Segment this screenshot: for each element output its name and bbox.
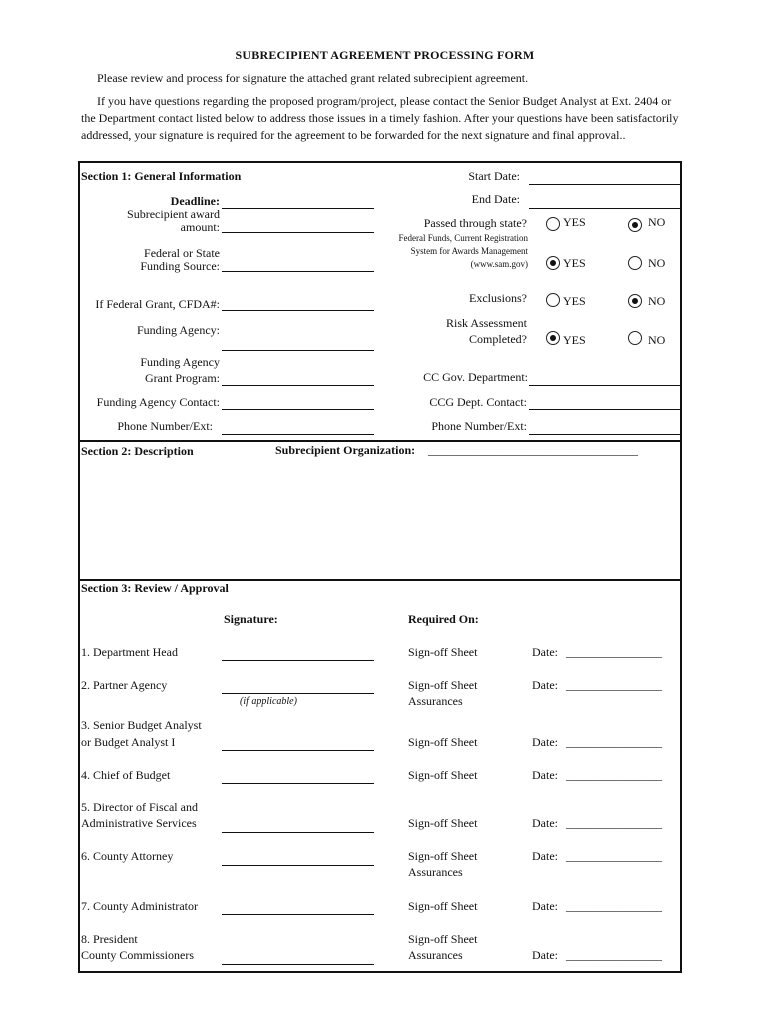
funding-agency-field[interactable] [222, 350, 374, 351]
approver-name: 4. Chief of Budget [81, 768, 171, 782]
risk-label-2: Completed? [469, 332, 527, 346]
phone-label: Phone Number/Ext: [117, 419, 213, 433]
sam-yes-radio[interactable] [546, 256, 560, 270]
section1-heading: Section 1: General Information [81, 169, 242, 183]
date-label: Date: [532, 645, 558, 659]
required-on-text: Sign-off Sheet [408, 899, 478, 913]
date-field[interactable]: ________________ [566, 849, 662, 863]
start-date-label: Start Date: [468, 169, 520, 183]
signature-line[interactable] [222, 964, 374, 965]
required-on-text: Sign-off Sheet [408, 645, 478, 659]
ccg-phone-label: Phone Number/Ext: [431, 419, 527, 433]
approver-name: 8. President [81, 932, 138, 946]
signature-line[interactable] [222, 693, 374, 694]
date-label: Date: [532, 849, 558, 863]
if-applicable-note: (if applicable) [240, 696, 297, 707]
subrecipient-org-field[interactable]: ___________________________________ [428, 443, 638, 457]
required-on-text: Sign-off Sheet [408, 735, 478, 749]
phone-field[interactable] [222, 434, 374, 435]
approver-name: 2. Partner Agency [81, 678, 168, 692]
intro-paragraph: If you have questions regarding the proposed program/project, please contact the Senior Budget Analyst at Ext. 2404 or the Department contact listed below to address those issues in a timely fashion. After your questions have been satisfactorily addressed, your signature is required for the agreement to be forwarded for the next signature and final approval.. [81, 94, 679, 142]
sam-label-2: System for Awards Management [410, 246, 528, 256]
date-field[interactable]: ________________ [566, 678, 662, 692]
grant-program-label-1: Funding Agency [140, 355, 220, 369]
passed-state-no-radio[interactable] [628, 218, 642, 232]
date-label: Date: [532, 816, 558, 830]
signature-line[interactable] [222, 865, 374, 866]
signature-line[interactable] [222, 750, 374, 751]
risk-label-1: Risk Assessment [445, 316, 527, 330]
cfda-field[interactable] [222, 310, 374, 311]
description-area[interactable] [80, 464, 680, 576]
ccg-contact-field[interactable] [529, 409, 681, 410]
date-field[interactable]: ________________ [566, 768, 662, 782]
section2-heading: Section 2: Description [81, 444, 194, 458]
award-label-2: amount: [180, 220, 220, 234]
date-label: Date: [532, 899, 558, 913]
no-label: NO [648, 215, 666, 229]
yes-label: YES [563, 333, 586, 347]
date-field[interactable]: ________________ [566, 645, 662, 659]
approver-name: 5. Director of Fiscal and [81, 800, 198, 814]
yes-label: YES [563, 294, 586, 308]
sam-label-3: (www.sam.gov) [470, 259, 528, 269]
yes-label: YES [563, 215, 586, 229]
date-field[interactable]: ________________ [566, 735, 662, 749]
required-on-text: Sign-off Sheet [408, 932, 478, 946]
award-label-1: Subrecipient award [127, 207, 220, 221]
grant-program-field[interactable] [222, 385, 374, 386]
subrecipient-org-label: Subrecipient Organization: [275, 443, 416, 457]
approver-name: or Budget Analyst I [81, 735, 176, 749]
approver-name: Administrative Services [81, 816, 197, 830]
exclusions-yes-radio[interactable] [546, 293, 560, 307]
exclusions-no-radio[interactable] [628, 294, 642, 308]
passed-state-yes-radio[interactable] [546, 217, 560, 231]
date-field[interactable]: ________________ [566, 948, 662, 962]
funding-source-field[interactable] [222, 271, 374, 272]
cc-department-field[interactable] [529, 385, 681, 386]
start-date-field[interactable] [529, 184, 681, 185]
no-label: NO [648, 294, 666, 308]
risk-yes-radio[interactable] [546, 331, 560, 345]
approver-name: 6. County Attorney [81, 849, 174, 863]
sam-no-radio[interactable] [628, 256, 642, 270]
date-label: Date: [532, 735, 558, 749]
approver-name: 7. County Administrator [81, 899, 198, 913]
signature-column-header: Signature: [224, 612, 278, 626]
required-on-text: Assurances [408, 948, 463, 962]
signature-line[interactable] [222, 832, 374, 833]
section3-heading: Section 3: Review / Approval [81, 581, 229, 595]
risk-no-radio[interactable] [628, 331, 642, 345]
section-divider-1 [79, 440, 681, 442]
required-on-text: Assurances [408, 865, 463, 879]
passed-through-state-label: Passed through state? [423, 216, 527, 230]
signature-line[interactable] [222, 783, 374, 784]
cc-department-label: CC Gov. Department: [423, 370, 528, 384]
intro-line: Please review and process for signature the attached grant related subrecipient agreement. [97, 71, 529, 85]
required-on-text: Sign-off Sheet [408, 768, 478, 782]
award-amount-field[interactable] [222, 232, 374, 233]
end-date-field[interactable] [529, 208, 681, 209]
end-date-label: End Date: [471, 192, 520, 206]
agency-contact-label: Funding Agency Contact: [96, 395, 220, 409]
ccg-phone-field[interactable] [529, 434, 681, 435]
date-field[interactable]: ________________ [566, 816, 662, 830]
date-label: Date: [532, 678, 558, 692]
approver-name: County Commissioners [81, 948, 195, 962]
no-label: NO [648, 333, 666, 347]
date-label: Date: [532, 768, 558, 782]
deadline-field[interactable] [222, 208, 374, 209]
signature-line[interactable] [222, 660, 374, 661]
ccg-contact-label: CCG Dept. Contact: [429, 395, 527, 409]
grant-program-label-2: Grant Program: [145, 371, 220, 385]
sam-label-1: Federal Funds, Current Registration [398, 233, 528, 243]
funding-source-label-1: Federal or State [144, 246, 220, 260]
date-label: Date: [532, 948, 558, 962]
required-on-text: Sign-off Sheet [408, 816, 478, 830]
approver-name: 3. Senior Budget Analyst [81, 718, 202, 732]
date-field[interactable]: ________________ [566, 899, 662, 913]
approver-name: 1. Department Head [81, 645, 178, 659]
cfda-label: If Federal Grant, CFDA#: [95, 297, 220, 311]
deadline-label: Deadline: [170, 194, 220, 208]
form-title: SUBRECIPIENT AGREEMENT PROCESSING FORM [235, 48, 535, 62]
agency-contact-field[interactable] [222, 409, 374, 410]
funding-source-label-2: Funding Source: [140, 259, 220, 273]
yes-label: YES [563, 256, 586, 270]
no-label: NO [648, 256, 666, 270]
required-on-column-header: Required On: [408, 612, 479, 626]
signature-line[interactable] [222, 914, 374, 915]
exclusions-label: Exclusions? [469, 291, 527, 305]
required-on-text: Assurances [408, 694, 463, 708]
required-on-text: Sign-off Sheet [408, 849, 478, 863]
required-on-text: Sign-off Sheet [408, 678, 478, 692]
funding-agency-label: Funding Agency: [137, 323, 220, 337]
